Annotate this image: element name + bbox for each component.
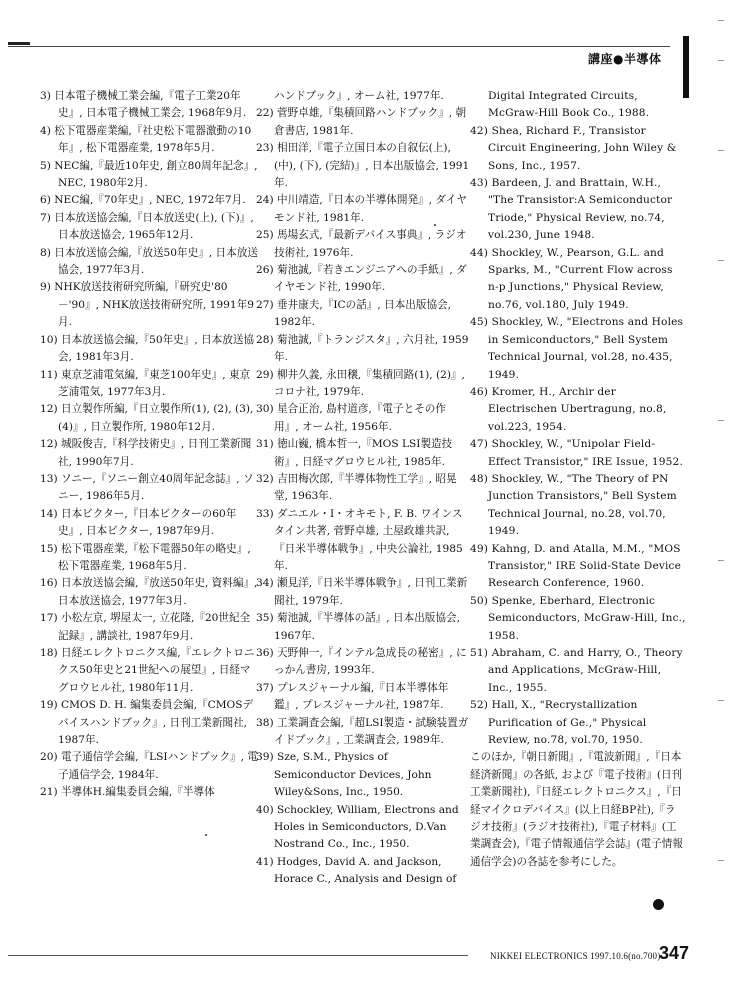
reference-entry xyxy=(470,88,686,123)
reference-text: 10) 日本放送協会編,『50年史』, 日本放送協会, 1981年3月. xyxy=(40,333,255,364)
scan-edge-marks xyxy=(718,0,730,999)
reference-text: 26) 菊池誠,『若きエンジニアへの手紙』, ダイヤモンド社, 1990年. xyxy=(256,264,467,294)
reference-text: 42) Shea, Richard F., Transistor Circuit Engineering, John Wiley & Sons, Inc., 1957. xyxy=(470,124,677,172)
reference-text: 50) Spenke, Eberhard, Electronic Semiconductors, McGraw-Hill, Inc., 1958. xyxy=(470,594,686,642)
reference-text: 14) 日本ビクター,『日本ビクターの60年史』, 日本ビクター, 1987年9月. xyxy=(40,507,237,538)
reference-entry xyxy=(40,279,258,331)
reference-text: 47) Shockley, W., "Unipolar Field-Effect Transistor," IRE Issue, 1952. xyxy=(470,438,683,468)
reference-entry xyxy=(256,367,470,402)
reference-entry xyxy=(40,471,258,506)
references-column-2 xyxy=(256,88,470,889)
reference-text: 36) 天野伸一,『インテル急成長の秘密』, にっかん書房, 1993年. xyxy=(256,647,467,677)
reference-text: 6) NEC編,『70年史』, NEC, 1972年7月. xyxy=(40,194,246,207)
reference-entry xyxy=(470,645,686,697)
reference-text: ハンドブック』, オーム社, 1977年. xyxy=(274,90,444,102)
reference-entry xyxy=(256,715,470,750)
reference-entry xyxy=(256,854,470,889)
reference-text: 35) 菊池誠,『半導体の話』, 日本出版協会, 1967年. xyxy=(256,612,460,642)
reference-text: 32) 吉田梅次郎,『半導体物性工学』, 昭晃堂, 1963年. xyxy=(256,472,457,503)
reference-text: 4) 松下電器産業編,『社史松下電器激動の10年』, 松下電器産業, 1978年5月. xyxy=(40,124,252,155)
reference-entry xyxy=(470,123,686,175)
reference-text: 31) 徳山巍, 橋本哲一,『MOS LSI製造技術』, 日経マグロウヒル社, 1985年. xyxy=(256,438,453,468)
references-list xyxy=(470,88,686,749)
reference-text: 45) Shockley, W., "Electrons and Holes in Semiconductors," Bell System Technical Journal, vol.28, no.435, 1949. xyxy=(470,316,684,381)
reference-text: 28) 菊池誠,『トランジスタ』, 六月社, 1959年. xyxy=(256,333,469,364)
reference-entry xyxy=(470,384,686,436)
reference-text: 40) Schockley, William, Electrons and Holes in Semiconductors, D.Van Nostrand Co., Inc., 1950. xyxy=(256,803,459,851)
reference-text: 18) 日経エレクトロニクス編,『エレクトロニクス50年史と21世紀への展望』, 日経マグロウヒル社, 1980年11月. xyxy=(40,647,255,694)
reference-entry xyxy=(40,210,258,245)
references-column-1 xyxy=(40,88,258,802)
reference-entry xyxy=(256,297,470,332)
reference-entry xyxy=(256,140,470,192)
reference-entry xyxy=(40,610,258,645)
reference-text: 51) Abraham, C. and Harry, O., Theory and Applications, McGraw-Hill, Inc., 1955. xyxy=(470,647,683,694)
reference-entry xyxy=(256,192,470,227)
reference-text: 52) Hall, X., "Recrystallization Purification of Ge.," Physical Review, no.78, vol.70, 1950. xyxy=(470,699,647,747)
reference-text: 48) Shockley, W., "The Theory of PN Junction Transistors," Bell System Technical Journal, no.28, vol.70, 1949. xyxy=(470,472,677,538)
reference-text: 29) 柳井久義, 永田穣,『集積回路(1), (2)』, コロナ社, 1979年. xyxy=(256,368,465,398)
reference-entry xyxy=(40,158,258,193)
reference-entry xyxy=(40,245,258,280)
reference-entry xyxy=(256,401,470,436)
reference-text: 7) 日本放送協会編,『日本放送史(上), (下)』, 日本放送協会, 1965年12月. xyxy=(40,211,254,242)
reference-text: 19) CMOS D. H. 編集委員会編,『CMOSデバイスハンドブック』, 日刊工業新聞社, 1987年. xyxy=(40,699,254,747)
reference-text: 23) 相田洋,『電子立国日本の自叙伝(上), (中), (下), (完結)』, 日本出版協会, 1991年. xyxy=(256,142,470,190)
reference-entry xyxy=(470,436,686,471)
reference-text: 12) 日立製作所編,『日立製作所(1), (2), (3), (4)』, 日立製作所, 1980年12月. xyxy=(40,403,254,433)
reference-entry xyxy=(40,575,258,610)
reference-text: 38) 工業調査会編,『超LSI製造・試験装置ガイドブック』, 工業調査会, 1989年. xyxy=(256,716,469,747)
reference-text: 22) 菅野卓雄,『集積回路ハンドブック』, 朝倉書店, 1981年. xyxy=(256,107,467,137)
reference-text: 8) 日本放送協会編,『放送50年史』, 日本放送協会, 1977年3月. xyxy=(40,246,258,277)
reference-entry xyxy=(256,105,470,140)
reference-text: 11) 東京芝浦電気編,『東芝100年史』, 東京芝浦電気, 1977年3月. xyxy=(40,368,251,398)
reference-entry xyxy=(470,697,686,749)
reference-entry xyxy=(256,749,470,801)
reference-entry xyxy=(40,749,258,784)
reference-entry xyxy=(256,436,470,471)
reference-text: 9) NHK放送技術研究所編,『研究史'80－'90』, NHK放送技術研究所, 1991年9月. xyxy=(40,281,254,329)
reference-entry xyxy=(40,506,258,541)
reference-entry xyxy=(40,697,258,749)
reference-text: 34) 瀬見洋,『日米半導体戦争』, 日刊工業新聞社, 1979年. xyxy=(256,577,468,607)
reference-entry xyxy=(470,541,686,593)
header-rule xyxy=(8,46,670,47)
reference-entry xyxy=(40,784,258,801)
reference-entry xyxy=(256,332,470,367)
reference-text: 43) Bardeen, J. and Brattain, W.H., "The Transistor:A Semiconductor Triode," Physical Review, no.74, vol.230, June 1948. xyxy=(470,177,673,242)
reference-entry xyxy=(470,245,686,315)
reference-text: 41) Hodges, David A. and Jackson, Horace C., Analysis and Design of xyxy=(256,855,457,886)
reference-entry xyxy=(40,123,258,158)
reference-text: Digital Integrated Circuits, McGraw-Hill Book Co., 1988. xyxy=(488,90,650,120)
reference-entry xyxy=(470,593,686,645)
reference-entry xyxy=(40,645,258,697)
footer-rule xyxy=(8,955,468,956)
reference-text: 49) Kahng, D. and Atalla, M.M., "MOS Transistor," IRE Solid-State Device Research Conference, 1960. xyxy=(470,542,682,590)
reference-text: 30) 星合正治, 島村道彦,『電子とその作用』, オーム社, 1956年. xyxy=(256,403,446,433)
reference-entry xyxy=(256,802,470,854)
reference-text: 21) 半導体H.編集委員会編,『半導体 xyxy=(40,786,215,799)
reference-entry xyxy=(40,88,258,123)
reference-text: 12) 城阪俊吉,『科学技術史』, 日刊工業新聞社, 1990年7月. xyxy=(40,438,252,468)
reference-text: 13) ソニー,『ソニー創立40周年記念誌』, ソニー, 1986年5月. xyxy=(40,472,254,503)
reference-text: 44) Shockley, W., Pearson, G.L. and Sparks, M., "Current Flow across n-p Junctions," Physical Review, no.76, vol.180, July 1949. xyxy=(470,246,673,311)
reference-entry xyxy=(40,192,258,209)
reference-entry xyxy=(40,541,258,576)
reference-text: 17) 小松左京, 堺屋太一, 立花隆,『20世紀全記録』, 講談社, 1987年9月. xyxy=(40,612,251,642)
references-column-3 xyxy=(470,88,686,871)
reference-text: 46) Kromer, H., Archir der Electrischen Ubertragung, no.8, vol.223, 1954. xyxy=(470,385,667,433)
reference-entry xyxy=(470,314,686,384)
reference-text: 37) プレスジャーナル編,『日本半導体年鑑』, プレスジャーナル社, 1987年. xyxy=(256,681,449,712)
reference-entry xyxy=(40,401,258,436)
reference-entry xyxy=(40,436,258,471)
end-mark xyxy=(653,899,664,910)
reference-entry xyxy=(470,175,686,245)
reference-text: 33) ダニエル・I・オキモト, F. B. ワインスタイン共著, 菅野卓雄, 土屋政雄共訳,『日米半導体戦争』, 中央公論社, 1985年. xyxy=(256,507,463,572)
reference-text: 24) 中川靖造,『日本の半導体開発』, ダイヤモンド社, 1981年. xyxy=(256,194,467,224)
reference-text: 5) NEC編,『最近10年史, 創立80周年記念』, NEC, 1980年2月. xyxy=(40,159,258,190)
reference-entry xyxy=(256,227,470,262)
reference-text: 27) 垂井康夫,『ICの話』, 日本出版協会, 1982年. xyxy=(256,298,452,329)
header-mark xyxy=(8,42,30,45)
reference-entry xyxy=(256,471,470,506)
reference-entry xyxy=(470,471,686,541)
section-title: 講座●半導体 xyxy=(588,52,662,66)
closing-note: このほか,『朝日新聞』,『電波新聞』,『日本経済新聞』の各紙, および『電子技術』(日刊工業新聞社),『日経エレクトロニクス』,『日経マイクロデバイス』(以上日経BP社),『ラジオ技術』(ラジオ技術社),『電子材料』(工業調査会),『電子情報通信学会誌』(電子情報通信学会)の各誌を参考にした。 xyxy=(470,751,683,868)
reference-text: 15) 松下電器産業,『松下電器50年の略史』, 松下電器産業, 1968年5月. xyxy=(40,542,251,572)
reference-entry xyxy=(40,332,258,367)
reference-text: 16) 日本放送協会編,『放送50年史, 資料編』, 日本放送協会, 1977年3月. xyxy=(40,577,258,607)
reference-text: 39) Sze, S.M., Physics of Semiconductor Devices, John Wiley&Sons, Inc., 1950. xyxy=(256,751,432,799)
footer-publication: NIKKEI ELECTRONICS 1997.10.6(no.700) xyxy=(490,951,661,961)
reference-text: 3) 日本電子機械工業会編,『電子工業20年史』, 日本電子機械工業会, 1968年9月. xyxy=(40,90,247,120)
reference-entry xyxy=(256,575,470,610)
reference-text: 25) 馬場玄式,『最新デバイス事典』, ラジオ技術社, 1976年. xyxy=(256,229,467,259)
reference-text: 20) 電子通信学会編,『LSIハンドブック』, 電子通信学会, 1984年. xyxy=(40,751,258,781)
reference-entry xyxy=(40,367,258,402)
reference-entry xyxy=(256,645,470,680)
reference-entry xyxy=(256,506,470,576)
page-number: 347 xyxy=(659,943,690,963)
reference-entry xyxy=(256,88,470,105)
reference-entry xyxy=(256,262,470,297)
reference-entry xyxy=(256,680,470,715)
reference-entry xyxy=(256,610,470,645)
